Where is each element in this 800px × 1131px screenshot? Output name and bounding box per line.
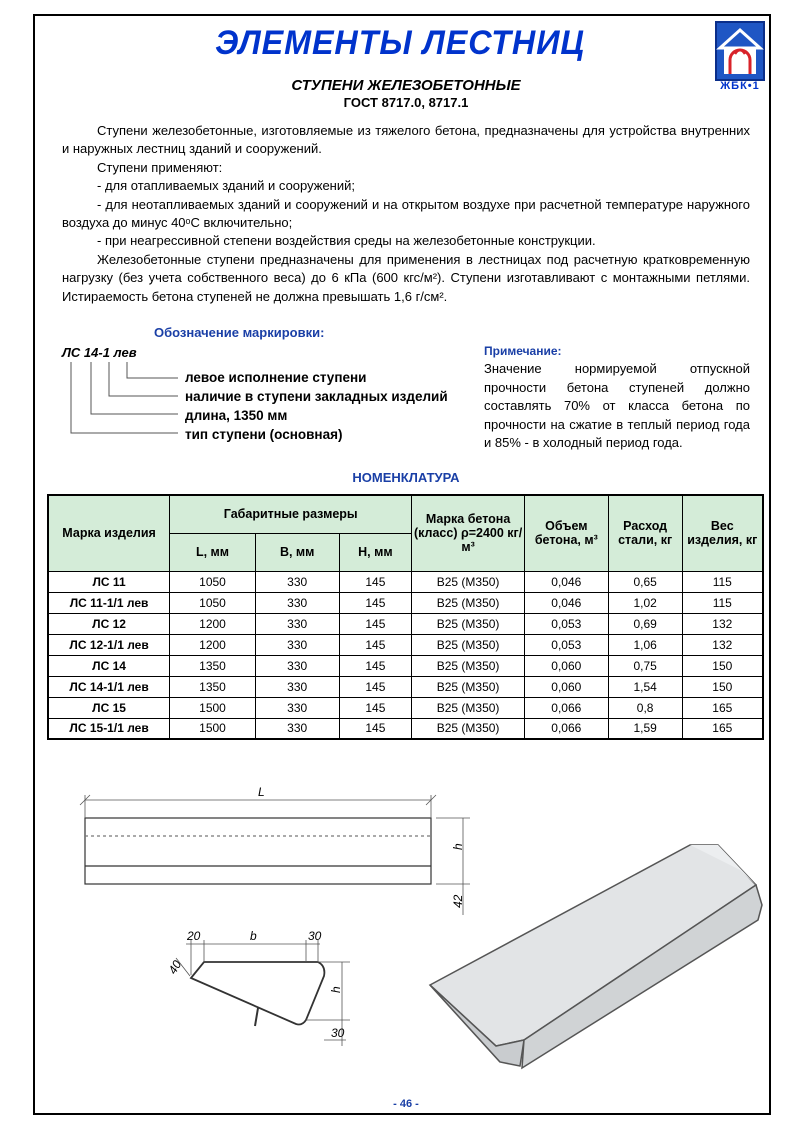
- logo-text: ЖБК•1: [720, 80, 760, 92]
- table-cell: 1,06: [608, 634, 682, 655]
- table-cell: 330: [255, 655, 339, 676]
- header-length: L, мм: [170, 533, 256, 571]
- dim-30-top: 30: [308, 929, 322, 943]
- table-cell: 0,046: [524, 592, 608, 613]
- header-weight: Вес изделия, кг: [682, 495, 763, 571]
- table-cell: 145: [339, 592, 412, 613]
- dim-L: L: [258, 785, 265, 799]
- dim-30-bottom: 30: [331, 1026, 345, 1040]
- table-cell: 0,066: [524, 718, 608, 739]
- table-cell: 0,060: [524, 655, 608, 676]
- table-cell: ЛС 12-1/1 лев: [48, 634, 170, 655]
- note-text: Значение нормируемой отпускной прочности бетона ступеней должно составлять 70% от класса бетона по прочности на сжатие в теплый период года и 85% - в холодный период года.: [484, 361, 750, 450]
- nomenclature-heading: НОМЕНКЛАТУРА: [352, 470, 460, 485]
- table-cell: 330: [255, 613, 339, 634]
- intro-paragraph: Ступени железобетонные, изготовляемые из тяжелого бетона, предназначены для устройства внутренних и наружных лестниц зданий и сооружений.: [62, 123, 750, 157]
- table-cell: 145: [339, 697, 412, 718]
- intro-paragraph: Ступени применяют:: [97, 159, 223, 175]
- table-cell: 115: [682, 571, 763, 592]
- table-cell: ЛС 15: [48, 697, 170, 718]
- table-cell: B25 (M350): [412, 655, 525, 676]
- section-subtitle: СТУПЕНИ ЖЕЛЕЗОБЕТОННЫЕ: [291, 77, 521, 94]
- table-cell: 1350: [170, 655, 256, 676]
- table-cell: 1200: [170, 613, 256, 634]
- marking-line: длина, 1350 мм: [185, 408, 288, 423]
- table-cell: 145: [339, 655, 412, 676]
- table-cell: B25 (M350): [412, 634, 525, 655]
- dim-b: b: [250, 929, 257, 943]
- table-cell: 1050: [170, 592, 256, 613]
- table-cell: B25 (M350): [412, 571, 525, 592]
- table-cell: 330: [255, 718, 339, 739]
- step-elevation: [80, 795, 470, 915]
- table-cell: 1,02: [608, 592, 682, 613]
- table-cell: 330: [255, 634, 339, 655]
- step-section: [176, 940, 350, 1046]
- marking-heading: Обозначение маркировки:: [154, 325, 325, 340]
- table-cell: 145: [339, 571, 412, 592]
- table-cell: 0,066: [524, 697, 608, 718]
- marking-line: наличие в ступени закладных изделий: [185, 389, 448, 404]
- marking-line: левое исполнение ступени: [185, 370, 367, 385]
- table-cell: 145: [339, 634, 412, 655]
- table-cell: 0,65: [608, 571, 682, 592]
- dim-40: 40: [165, 957, 185, 977]
- table-cell: 1350: [170, 676, 256, 697]
- header-concrete: Марка бетона (класс) ρ=2400 кг/м³: [412, 495, 525, 571]
- table-cell: 330: [255, 676, 339, 697]
- table-cell: ЛС 11: [48, 571, 170, 592]
- table-cell: 1200: [170, 634, 256, 655]
- table-cell: 0,046: [524, 571, 608, 592]
- intro-paragraph: - для отапливаемых зданий и сооружений;: [97, 178, 356, 194]
- intro-paragraph: - для неотапливаемых зданий и сооружений и на открытом воздухе при расчетной температуре наружного воздуха до минус 40ᵒС включительно;: [62, 196, 750, 231]
- table-cell: 1500: [170, 718, 256, 739]
- table-cell: 145: [339, 676, 412, 697]
- table-cell: 150: [682, 655, 763, 676]
- dim-h-section: h: [329, 986, 343, 993]
- table-cell: 165: [682, 718, 763, 739]
- table-cell: 0,8: [608, 697, 682, 718]
- header-width: B, мм: [255, 533, 339, 571]
- table-cell: 330: [255, 697, 339, 718]
- table-cell: 0,060: [524, 676, 608, 697]
- table-cell: B25 (M350): [412, 613, 525, 634]
- table-cell: 0,053: [524, 613, 608, 634]
- table-cell: B25 (M350): [412, 718, 525, 739]
- header-mark: Марка изделия: [48, 495, 170, 571]
- table-cell: ЛС 11-1/1 лев: [48, 592, 170, 613]
- dim-h-elevation: h: [451, 843, 465, 850]
- table-cell: ЛС 15-1/1 лев: [48, 718, 170, 739]
- header-steel: Расход стали, кг: [608, 495, 682, 571]
- table-cell: 132: [682, 634, 763, 655]
- table-cell: ЛС 12: [48, 613, 170, 634]
- table-cell: 1050: [170, 571, 256, 592]
- dim-42: 42: [451, 894, 465, 908]
- table-cell: 165: [682, 697, 763, 718]
- table-cell: 150: [682, 676, 763, 697]
- table-cell: ЛС 14-1/1 лев: [48, 676, 170, 697]
- intro-paragraph: Железобетонные ступени предназначены для применения в лестницах под расчетную кратковременную нагрузку (без учета собственного веса) до 6 кПа (600 кгс/м²). Ступени изготавливают с монтажными петлями. Истираемость бетона ступеней не должна превышать 1,6 г/см².: [62, 251, 750, 304]
- step-3d-view: [430, 845, 762, 1068]
- table-cell: 1500: [170, 697, 256, 718]
- table-cell: 0,69: [608, 613, 682, 634]
- page-title: ЭЛЕМЕНТЫ ЛЕСТНИЦ: [215, 24, 585, 62]
- table-cell: 0,053: [524, 634, 608, 655]
- header-dimensions: Габаритные размеры: [170, 495, 412, 533]
- table-cell: ЛС 14: [48, 655, 170, 676]
- header-volume: Объем бетона, м³: [524, 495, 608, 571]
- table-cell: B25 (M350): [412, 592, 525, 613]
- gost-reference: ГОСТ 8717.0, 8717.1: [343, 95, 469, 110]
- intro-paragraph: - при неагрессивной степени воздействия среды на железобетонные конструкции.: [97, 233, 596, 249]
- table-cell: 145: [339, 613, 412, 634]
- table-cell: 1,54: [608, 676, 682, 697]
- table-cell: 330: [255, 571, 339, 592]
- note-heading: Примечание:: [484, 344, 562, 358]
- dim-20: 20: [187, 929, 201, 943]
- table-cell: B25 (M350): [412, 697, 525, 718]
- table-cell: 145: [339, 718, 412, 739]
- marking-line: тип ступени (основная): [185, 427, 343, 442]
- table-cell: 330: [255, 592, 339, 613]
- header-height: H, мм: [339, 533, 412, 571]
- table-cell: 132: [682, 613, 763, 634]
- table-cell: 1,59: [608, 718, 682, 739]
- table-cell: B25 (M350): [412, 676, 525, 697]
- marking-code: ЛС 14-1 лев: [62, 345, 137, 360]
- table-cell: 115: [682, 592, 763, 613]
- table-cell: 0,75: [608, 655, 682, 676]
- page-number: - 46 -: [393, 1098, 419, 1110]
